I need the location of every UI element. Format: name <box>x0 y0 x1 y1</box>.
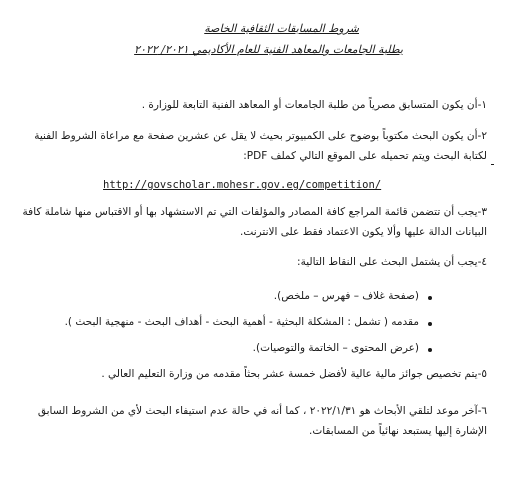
title-line-1: شروط المسابقات الثقافية الخاصة <box>204 22 359 35</box>
title-line-2: بطلبة الجامعات والمعاهد الفنية للعام الأكاديمي ٢٠٢١/ ٢٠٢٢ <box>134 43 403 56</box>
condition-3-line-1: ٣-يجب أن تتضمن قائمة المراجع كافة المصادر والمؤلفات التي تم الاستشهاد بها أو الاقتباس منها شاملة كافة <box>22 206 487 218</box>
condition-6-line-2: الإشارة إليها يستبعد نهائياً من المسابقات. <box>309 425 487 437</box>
condition-1: ١-أن يكون المتسابق مصرياً من طلبة الجامعات أو المعاهد الفنية التابعة للوزارة . <box>141 99 487 111</box>
stray-mark <box>491 164 494 165</box>
bullet-dot-2 <box>428 322 432 326</box>
bullet-item-3: (عرض المحتوى – الخاتمة والتوصيات). <box>252 342 419 354</box>
condition-5: ٥-يتم تخصيص جوائز مالية عالية لأفضل خمسة عشر بحثاً مقدمه من وزارة التعليم العالي . <box>101 368 487 380</box>
bullet-item-1: (صفحة غلاف – فهرس – ملخص). <box>273 290 419 302</box>
bullet-dot-1 <box>428 296 432 300</box>
condition-2-line-1: ٢-أن يكون البحث مكتوباً بوضوح على الكمبيوتر بحيث لا يقل عن عشرين صفحة مع مراعاة الشروط الفنية <box>34 130 487 142</box>
condition-2-line-2: لكتابة البحث ويتم تحميله على الموقع التالي كملف PDF: <box>243 150 487 162</box>
condition-3-line-2: البيانات الدالة عليها وألا يكون الاعتماد فقط على الانترنت. <box>240 226 487 238</box>
bullet-dot-3 <box>428 348 432 352</box>
bullet-item-2: مقدمه ( تشمل : المشكلة البحثية - أهمية البحث - أهداف البحث - منهجية البحث ). <box>64 316 419 328</box>
condition-6-line-1: ٦-آخر موعد لتلقي الأبحاث هو ٢٠٢٢/١/٣١ ، كما أنه في حالة عدم استيفاء البحث لأي من الشروط السابق <box>37 405 487 417</box>
condition-4: ٤-يجب أن يشتمل البحث على النقاط التالية: <box>297 256 487 268</box>
competition-link[interactable]: http://govscholar.mohesr.gov.eg/competition/ <box>103 179 382 191</box>
